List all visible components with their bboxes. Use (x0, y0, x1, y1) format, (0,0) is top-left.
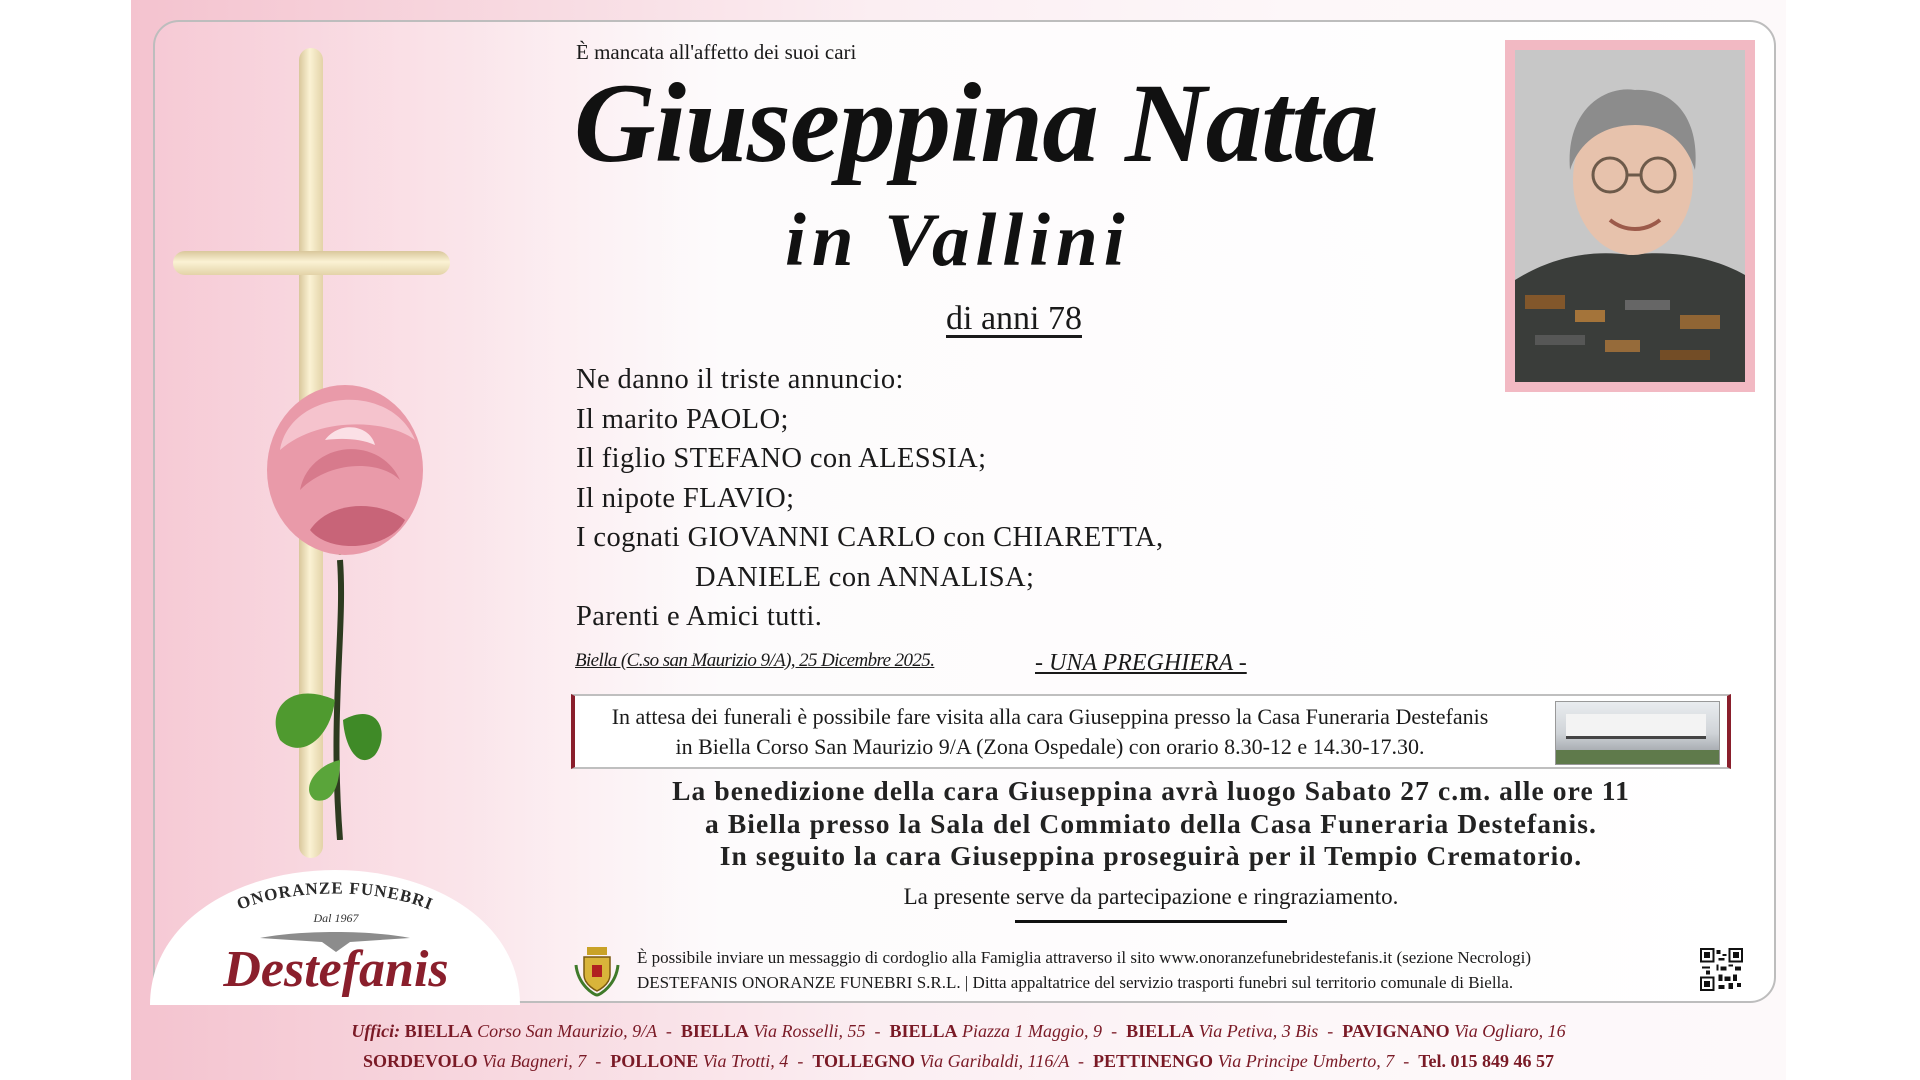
mourners-line: Il nipote FLAVIO; (576, 482, 795, 514)
office-city: PAVIGNANO (1342, 1021, 1450, 1041)
funeral-home-photo (1555, 701, 1720, 765)
online-info (637, 945, 1531, 995)
intro-text: È mancata all'affetto dei suoi cari (576, 40, 857, 64)
office-city: BIELLA (404, 1021, 473, 1041)
office-address: Via Principe Umberto, 7 (1217, 1051, 1395, 1071)
office-address: Via Petiva, 3 Bis (1198, 1021, 1319, 1041)
office-address: Via Garibaldi, 116/A (919, 1051, 1070, 1071)
prayer-text: - UNA PREGHIERA - (1035, 650, 1247, 676)
logo-brand: Destefanis (223, 941, 449, 998)
office-address: Via Trotti, 4 (702, 1051, 789, 1071)
mourners-line: Parenti e Amici tutti. (576, 601, 823, 632)
office-city: BIELLA (889, 1021, 958, 1041)
coat-of-arms-icon (574, 945, 620, 997)
rose-icon (240, 380, 470, 840)
mourners-line: Il marito PAOLO; (576, 403, 789, 435)
mourners-line: Ne danno il triste annuncio: (576, 364, 904, 395)
building-shape (1566, 714, 1706, 739)
qr-code-icon[interactable] (1700, 948, 1743, 991)
online-line: DESTEFANIS ONORANZE FUNEBRI S.R.L. | Ditta appaltatrice del servizio trasporti funebri sul territorio comunale di Biella. (637, 973, 1514, 992)
offices-footer (131, 1016, 1786, 1076)
portrait-image (1515, 50, 1745, 382)
office-city: BIELLA (680, 1021, 749, 1041)
mourners-line: DANIELE con ANNALISA; (695, 561, 1035, 593)
visit-info-box (571, 694, 1731, 769)
divider (1015, 920, 1287, 923)
offices-row-2: SORDEVOLO Via Bagneri, 7 - POLLONE Via Trotti, 4 - TOLLEGNO Via Garibaldi, 116/A - PETTINENGO Via Principe Umberto, 7 - Tel. 015 849 46 57 (362, 1051, 1555, 1071)
office-city: POLLONE (610, 1051, 699, 1071)
office-address: Via Ogliaro, 16 (1454, 1021, 1566, 1041)
ceremony-line: a Biella presso la Sala del Commiato della Casa Funeraria Destefanis. (705, 807, 1597, 839)
visit-line: in Biella Corso San Maurizio 9/A (Zona Ospedale) con orario 8.30-12 e 14.30-17.30. (675, 734, 1425, 759)
portrait-frame (1505, 40, 1755, 392)
age-text: di anni 78 (946, 300, 1082, 337)
ceremony-line: La benedizione della cara Giuseppina avrà luogo Sabato 27 c.m. alle ore 11 (672, 775, 1630, 806)
office-address: Via Rosselli, 55 (753, 1021, 866, 1041)
office-city: PETTINENGO (1093, 1051, 1214, 1071)
place-date: Biella (C.so san Maurizio 9/A), 25 Dicembre 2025. (575, 650, 935, 671)
thanks-text: La presente serve da partecipazione e ringraziamento. (903, 884, 1399, 909)
logo-top-text: ONORANZE FUNEBRI (234, 878, 437, 914)
lawn-shape (1556, 750, 1719, 764)
online-line: È possibile inviare un messaggio di cordoglio alla Famiglia attraverso il sito www.onoranzefunebridestefanis.it (sezione Necrologi) (637, 948, 1531, 967)
office-city: TOLLEGNO (812, 1051, 916, 1071)
ceremony-text (571, 775, 1731, 873)
portrait-photo (1515, 50, 1745, 382)
logo-graphic (150, 860, 520, 1005)
office-address: Via Bagneri, 7 (482, 1051, 587, 1071)
visit-line: In attesa dei funerali è possibile fare visita alla cara Giuseppina presso la Casa Funeraria Destefanis (611, 704, 1489, 729)
company-logo (150, 860, 520, 1005)
offices-row-1: Uffici: BIELLA Corso San Maurizio, 9/A - BIELLA Via Rosselli, 55 - BIELLA Piazza 1 Maggio, 9 - BIELLA Via Petiva, 3 Bis - PAVIGNANO Via Ogliaro, 16 (351, 1021, 1566, 1041)
phone-number: Tel. 015 849 46 57 (1418, 1051, 1555, 1071)
visit-text (575, 702, 1525, 762)
mourners-list (576, 360, 1163, 637)
deceased-name: Giuseppina Natta (574, 61, 1378, 186)
office-address: Corso San Maurizio, 9/A (477, 1021, 657, 1041)
cross-arm (173, 251, 450, 275)
ceremony-line: In seguito la cara Giuseppina proseguirà per il Tempio Crematorio. (719, 840, 1583, 871)
office-city: BIELLA (1126, 1021, 1195, 1041)
offices-label: Uffici: (351, 1021, 401, 1041)
married-name: in Vallini (785, 199, 1131, 282)
office-address: Piazza 1 Maggio, 9 (962, 1021, 1103, 1041)
office-city: SORDEVOLO (362, 1051, 478, 1071)
logo-since: Dal 1967 (313, 911, 359, 925)
mourners-line: Il figlio STEFANO con ALESSIA; (576, 443, 987, 474)
mourners-line: I cognati GIOVANNI CARLO con CHIARETTA, (576, 522, 1164, 553)
